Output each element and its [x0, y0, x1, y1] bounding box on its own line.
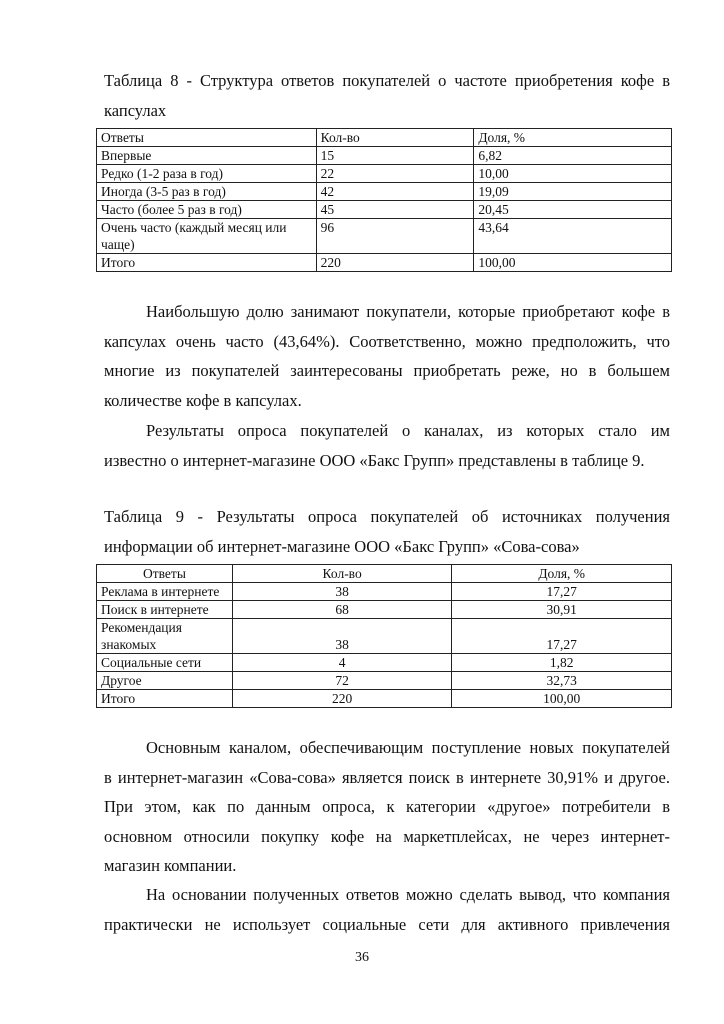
- paragraph-2: [104, 416, 670, 475]
- paragraph-4: [104, 880, 670, 939]
- table8-caption-line1: Таблица 8 - Структура ответов покупателей о частоте приобретения кофе в: [104, 71, 670, 90]
- header-share: Доля, %: [452, 565, 672, 583]
- table-row: [97, 654, 672, 672]
- paragraph-line: Основным каналом, обеспечивающим поступление новых покупателей: [146, 738, 670, 757]
- row-answer: Впервые: [97, 147, 317, 165]
- row-answer: Часто (более 5 раз в год): [97, 201, 317, 219]
- row-answer: Поиск в интернете: [97, 601, 233, 619]
- row-count: 22: [316, 165, 474, 183]
- table-row: [97, 672, 672, 690]
- row-count: 220: [232, 690, 452, 708]
- row-count: 4: [232, 654, 452, 672]
- table-row: [97, 619, 672, 654]
- paragraph-line: Наибольшую долю занимают покупатели, которые приобретают кофе в: [146, 302, 670, 321]
- paragraph-line: капсулах очень часто (43,64%). Соответственно, можно предположить, что: [104, 331, 670, 351]
- row-answer: Социальные сети: [97, 654, 233, 672]
- table8-caption: [104, 66, 670, 126]
- row-share: 100,00: [452, 690, 672, 708]
- paragraph-line: многие из покупателей заинтересованы приобретать реже, но в большем: [104, 361, 670, 380]
- table8: [96, 128, 672, 272]
- row-share: 30,91: [452, 601, 672, 619]
- paragraph-line: количестве кофе в капсулах.: [104, 390, 302, 410]
- table-header-row: [97, 129, 672, 147]
- paragraph-line: в интернет-магазин «Сова-сова» является поиск в интернете 30,91% и другое.: [104, 767, 670, 787]
- row-answer: [97, 619, 233, 654]
- header-answers: Ответы: [97, 129, 317, 147]
- table-row: [97, 165, 672, 183]
- header-count: Кол-во: [316, 129, 474, 147]
- paragraph-line: На основании полученных ответов можно сделать вывод, что компания: [146, 885, 670, 904]
- row-share: 17,27: [452, 583, 672, 601]
- header-count: Кол-во: [232, 565, 452, 583]
- row-count: 15: [316, 147, 474, 165]
- row-share: 17,27: [452, 619, 672, 654]
- table8-caption-line2: капсулах: [104, 101, 167, 120]
- page-number: 36: [355, 950, 369, 965]
- row-answer: Другое: [97, 672, 233, 690]
- row-share: 100,00: [474, 254, 672, 272]
- paragraph-3: [104, 733, 670, 881]
- table-header-row: [97, 565, 672, 583]
- row-count: 72: [232, 672, 452, 690]
- header-share: Доля, %: [474, 129, 672, 147]
- row-count: 38: [232, 583, 452, 601]
- paragraph-line: основном относили покупку кофе на маркетплейсах, не через интернет-: [104, 826, 670, 846]
- paragraph-1: [104, 297, 670, 415]
- row-share: 1,82: [452, 654, 672, 672]
- row-answer-line1: Рекомендация: [101, 620, 182, 635]
- table-row: [97, 147, 672, 165]
- table-row: [97, 583, 672, 601]
- row-count: 42: [316, 183, 474, 201]
- row-answer: Редко (1-2 раза в год): [97, 165, 317, 183]
- row-count: 68: [232, 601, 452, 619]
- header-answers: Ответы: [97, 565, 233, 583]
- row-count: 96: [316, 219, 474, 254]
- row-answer-line2: знакомых: [101, 637, 157, 652]
- table-row: [97, 601, 672, 619]
- row-answer: Реклама в интернете: [97, 583, 233, 601]
- table9-caption-line2: информации об интернет-магазине ООО «Бакс Групп» «Сова-сова»: [104, 537, 580, 556]
- row-share: 20,45: [474, 201, 672, 219]
- row-answer: [97, 219, 317, 254]
- row-share: 19,09: [474, 183, 672, 201]
- row-answer: Итого: [97, 254, 317, 272]
- row-answer-line1: Очень часто (каждый месяц или: [101, 220, 287, 235]
- table-total-row: [97, 690, 672, 708]
- row-answer-line2: чаще): [101, 237, 135, 252]
- table9-caption: [104, 502, 670, 562]
- row-count: 220: [316, 254, 474, 272]
- row-count: 45: [316, 201, 474, 219]
- table-row: [97, 183, 672, 201]
- row-share: 6,82: [474, 147, 672, 165]
- table-row: [97, 219, 672, 254]
- paragraph-line: практически не использует социальные сети для активного привлечения: [104, 914, 670, 934]
- table-total-row: [97, 254, 672, 272]
- paragraph-line: магазин компании.: [104, 856, 237, 875]
- row-count: 38: [232, 619, 452, 654]
- row-share: 32,73: [452, 672, 672, 690]
- row-share: 10,00: [474, 165, 672, 183]
- row-answer: Итого: [97, 690, 233, 708]
- table9-caption-line1: Таблица 9 - Результаты опроса покупателей об источниках получения: [104, 507, 670, 526]
- paragraph-line: При этом, как по данным опроса, к категории «другое» потребители в: [104, 797, 670, 816]
- paragraph-line: известно о интернет-магазине ООО «Бакс Групп» представлены в таблице 9.: [104, 450, 645, 470]
- paragraph-line: Результаты опроса покупателей о каналах, из которых стало им: [146, 421, 670, 440]
- table9: [96, 564, 672, 708]
- table-row: [97, 201, 672, 219]
- row-answer: Иногда (3-5 раз в год): [97, 183, 317, 201]
- row-share: 43,64: [474, 219, 672, 254]
